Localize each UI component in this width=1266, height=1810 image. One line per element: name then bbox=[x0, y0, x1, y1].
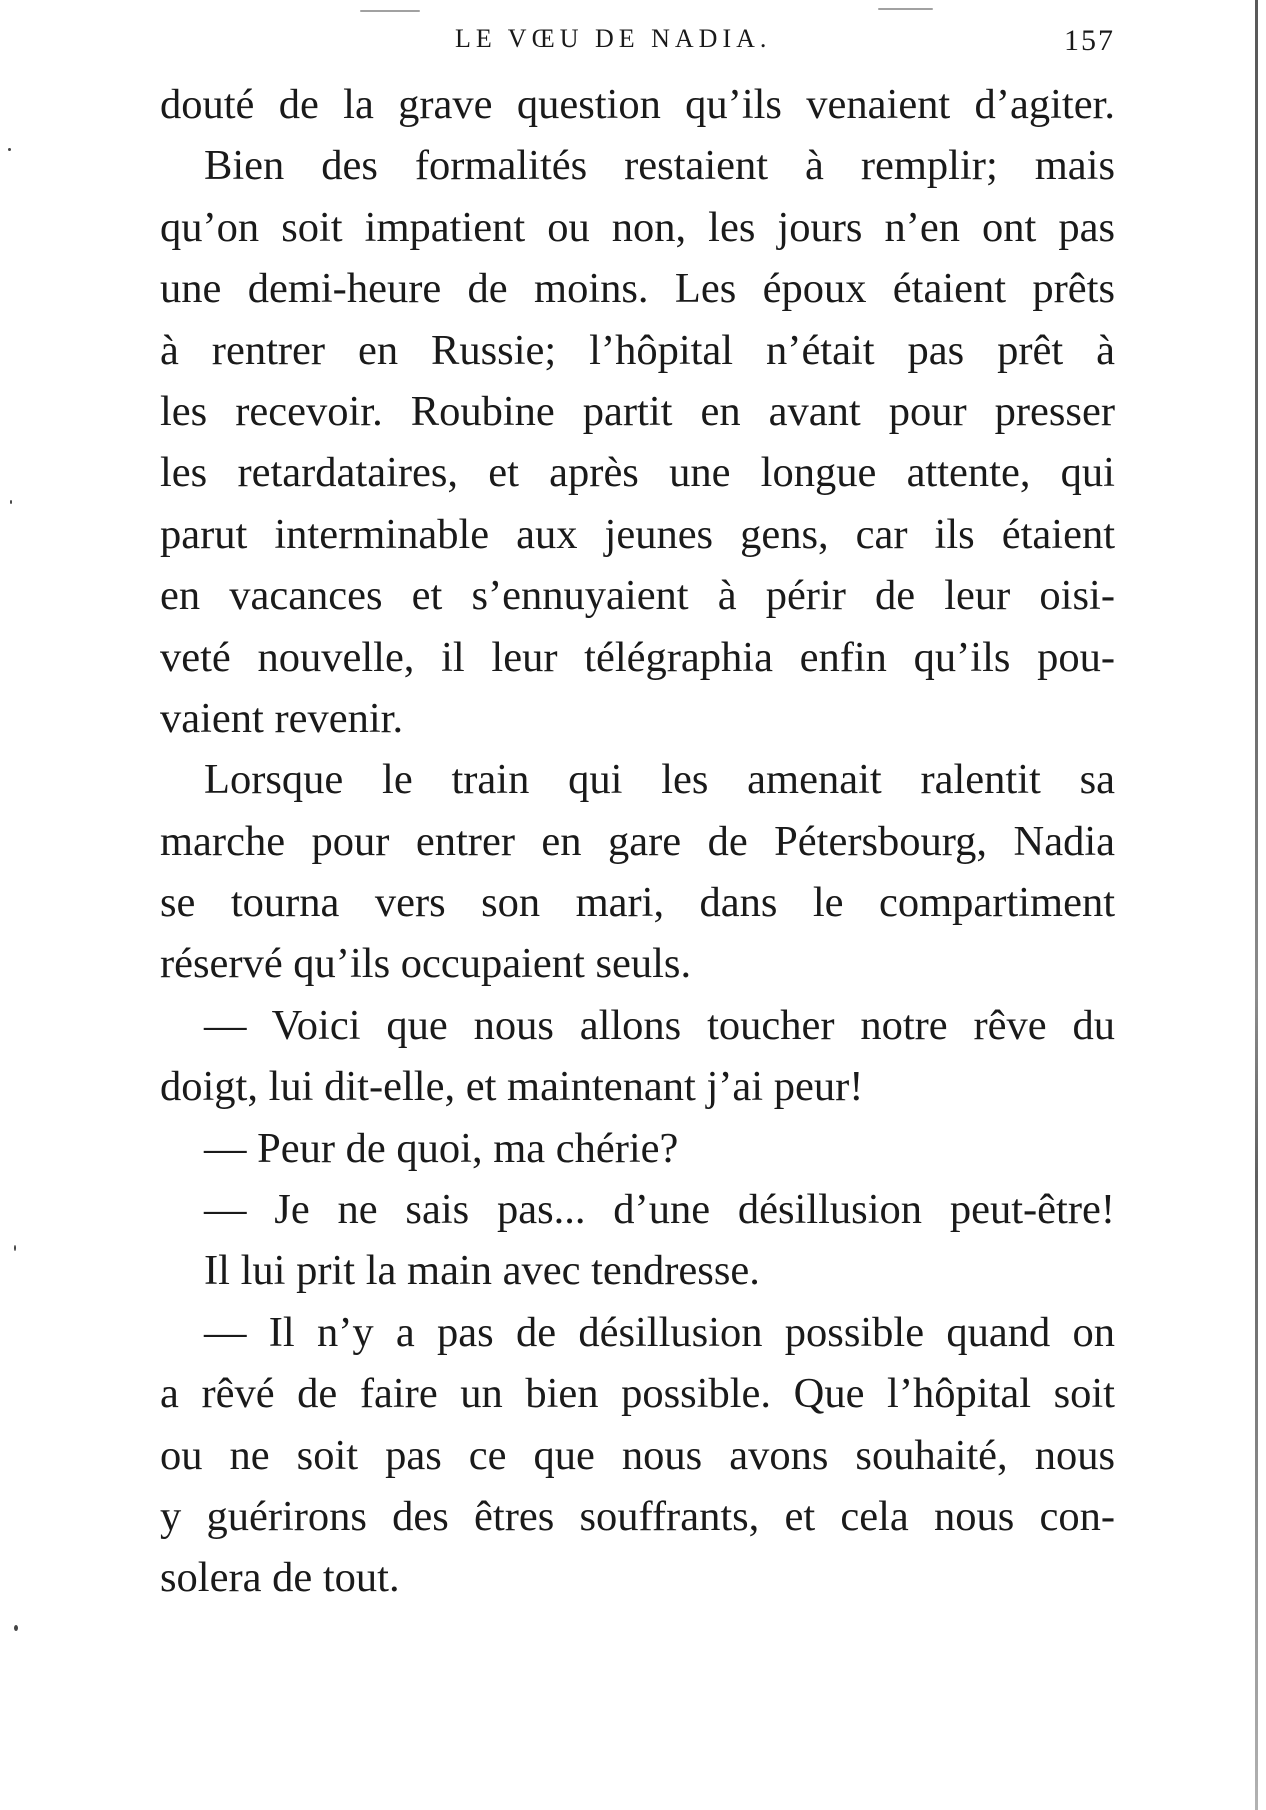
text-line: ou ne soit pas ce que nous avons souhaité, nous bbox=[160, 1431, 1115, 1479]
running-head bbox=[160, 24, 1115, 60]
text-line: les recevoir. Roubine partit en avant pour presser bbox=[160, 387, 1115, 435]
running-head-title: LE VŒU DE NADIA. bbox=[455, 24, 772, 53]
text-line: solera de tout. bbox=[160, 1554, 400, 1602]
text-line: — Peur de quoi, ma chérie? bbox=[204, 1124, 679, 1172]
scan-speck bbox=[878, 8, 933, 10]
text-line: doigt, lui dit-elle, et maintenant j’ai peur! bbox=[160, 1063, 864, 1111]
text-line: veté nouvelle, il leur télégraphia enfin qu’ils pou- bbox=[160, 633, 1115, 681]
text-line: Lorsque le train qui les amenait ralentit sa bbox=[204, 756, 1115, 804]
body-text bbox=[160, 74, 1115, 1609]
text-line: qu’on soit impatient ou non, les jours n’en ont pas bbox=[160, 203, 1115, 251]
text-line: se tourna vers son mari, dans le compartiment bbox=[160, 879, 1115, 927]
text-line: Bien des formalités restaient à remplir; mais bbox=[204, 142, 1115, 190]
text-line: une demi-heure de moins. Les époux étaient prêts bbox=[160, 265, 1115, 313]
text-line: douté de la grave question qu’ils venaient d’agiter. bbox=[160, 81, 1115, 128]
page-number: 157 bbox=[1064, 24, 1115, 57]
page-binding-edge bbox=[1255, 0, 1258, 1810]
scan-speck bbox=[14, 1245, 16, 1251]
text-line: — Il n’y a pas de désillusion possible quand on bbox=[204, 1308, 1115, 1356]
text-line: en vacances et s’ennuyaient à périr de leur oisi- bbox=[160, 572, 1115, 620]
text-line: y guérirons des êtres souffrants, et cela nous con- bbox=[160, 1492, 1115, 1540]
text-line: parut interminable aux jeunes gens, car ils étaient bbox=[160, 510, 1115, 558]
text-line: Il lui prit la main avec tendresse. bbox=[204, 1247, 760, 1295]
text-line: — Je ne sais pas... d’une désillusion peut-être! bbox=[204, 1186, 1115, 1234]
text-line: — Voici que nous allons toucher notre rêve du bbox=[204, 1001, 1115, 1049]
scan-speck bbox=[10, 500, 12, 504]
scan-speck bbox=[360, 10, 420, 12]
text-line: les retardataires, et après une longue attente, qui bbox=[160, 449, 1115, 497]
scan-speck bbox=[8, 148, 11, 151]
scan-speck bbox=[14, 1625, 18, 1631]
text-line: réservé qu’ils occupaient seuls. bbox=[160, 940, 692, 988]
text-line: à rentrer en Russie; l’hôpital n’était pas prêt à bbox=[160, 326, 1115, 374]
text-line: vaient revenir. bbox=[160, 694, 404, 742]
text-line: a rêvé de faire un bien possible. Que l’hôpital soit bbox=[160, 1370, 1115, 1418]
text-line: marche pour entrer en gare de Pétersbourg, Nadia bbox=[160, 817, 1115, 865]
